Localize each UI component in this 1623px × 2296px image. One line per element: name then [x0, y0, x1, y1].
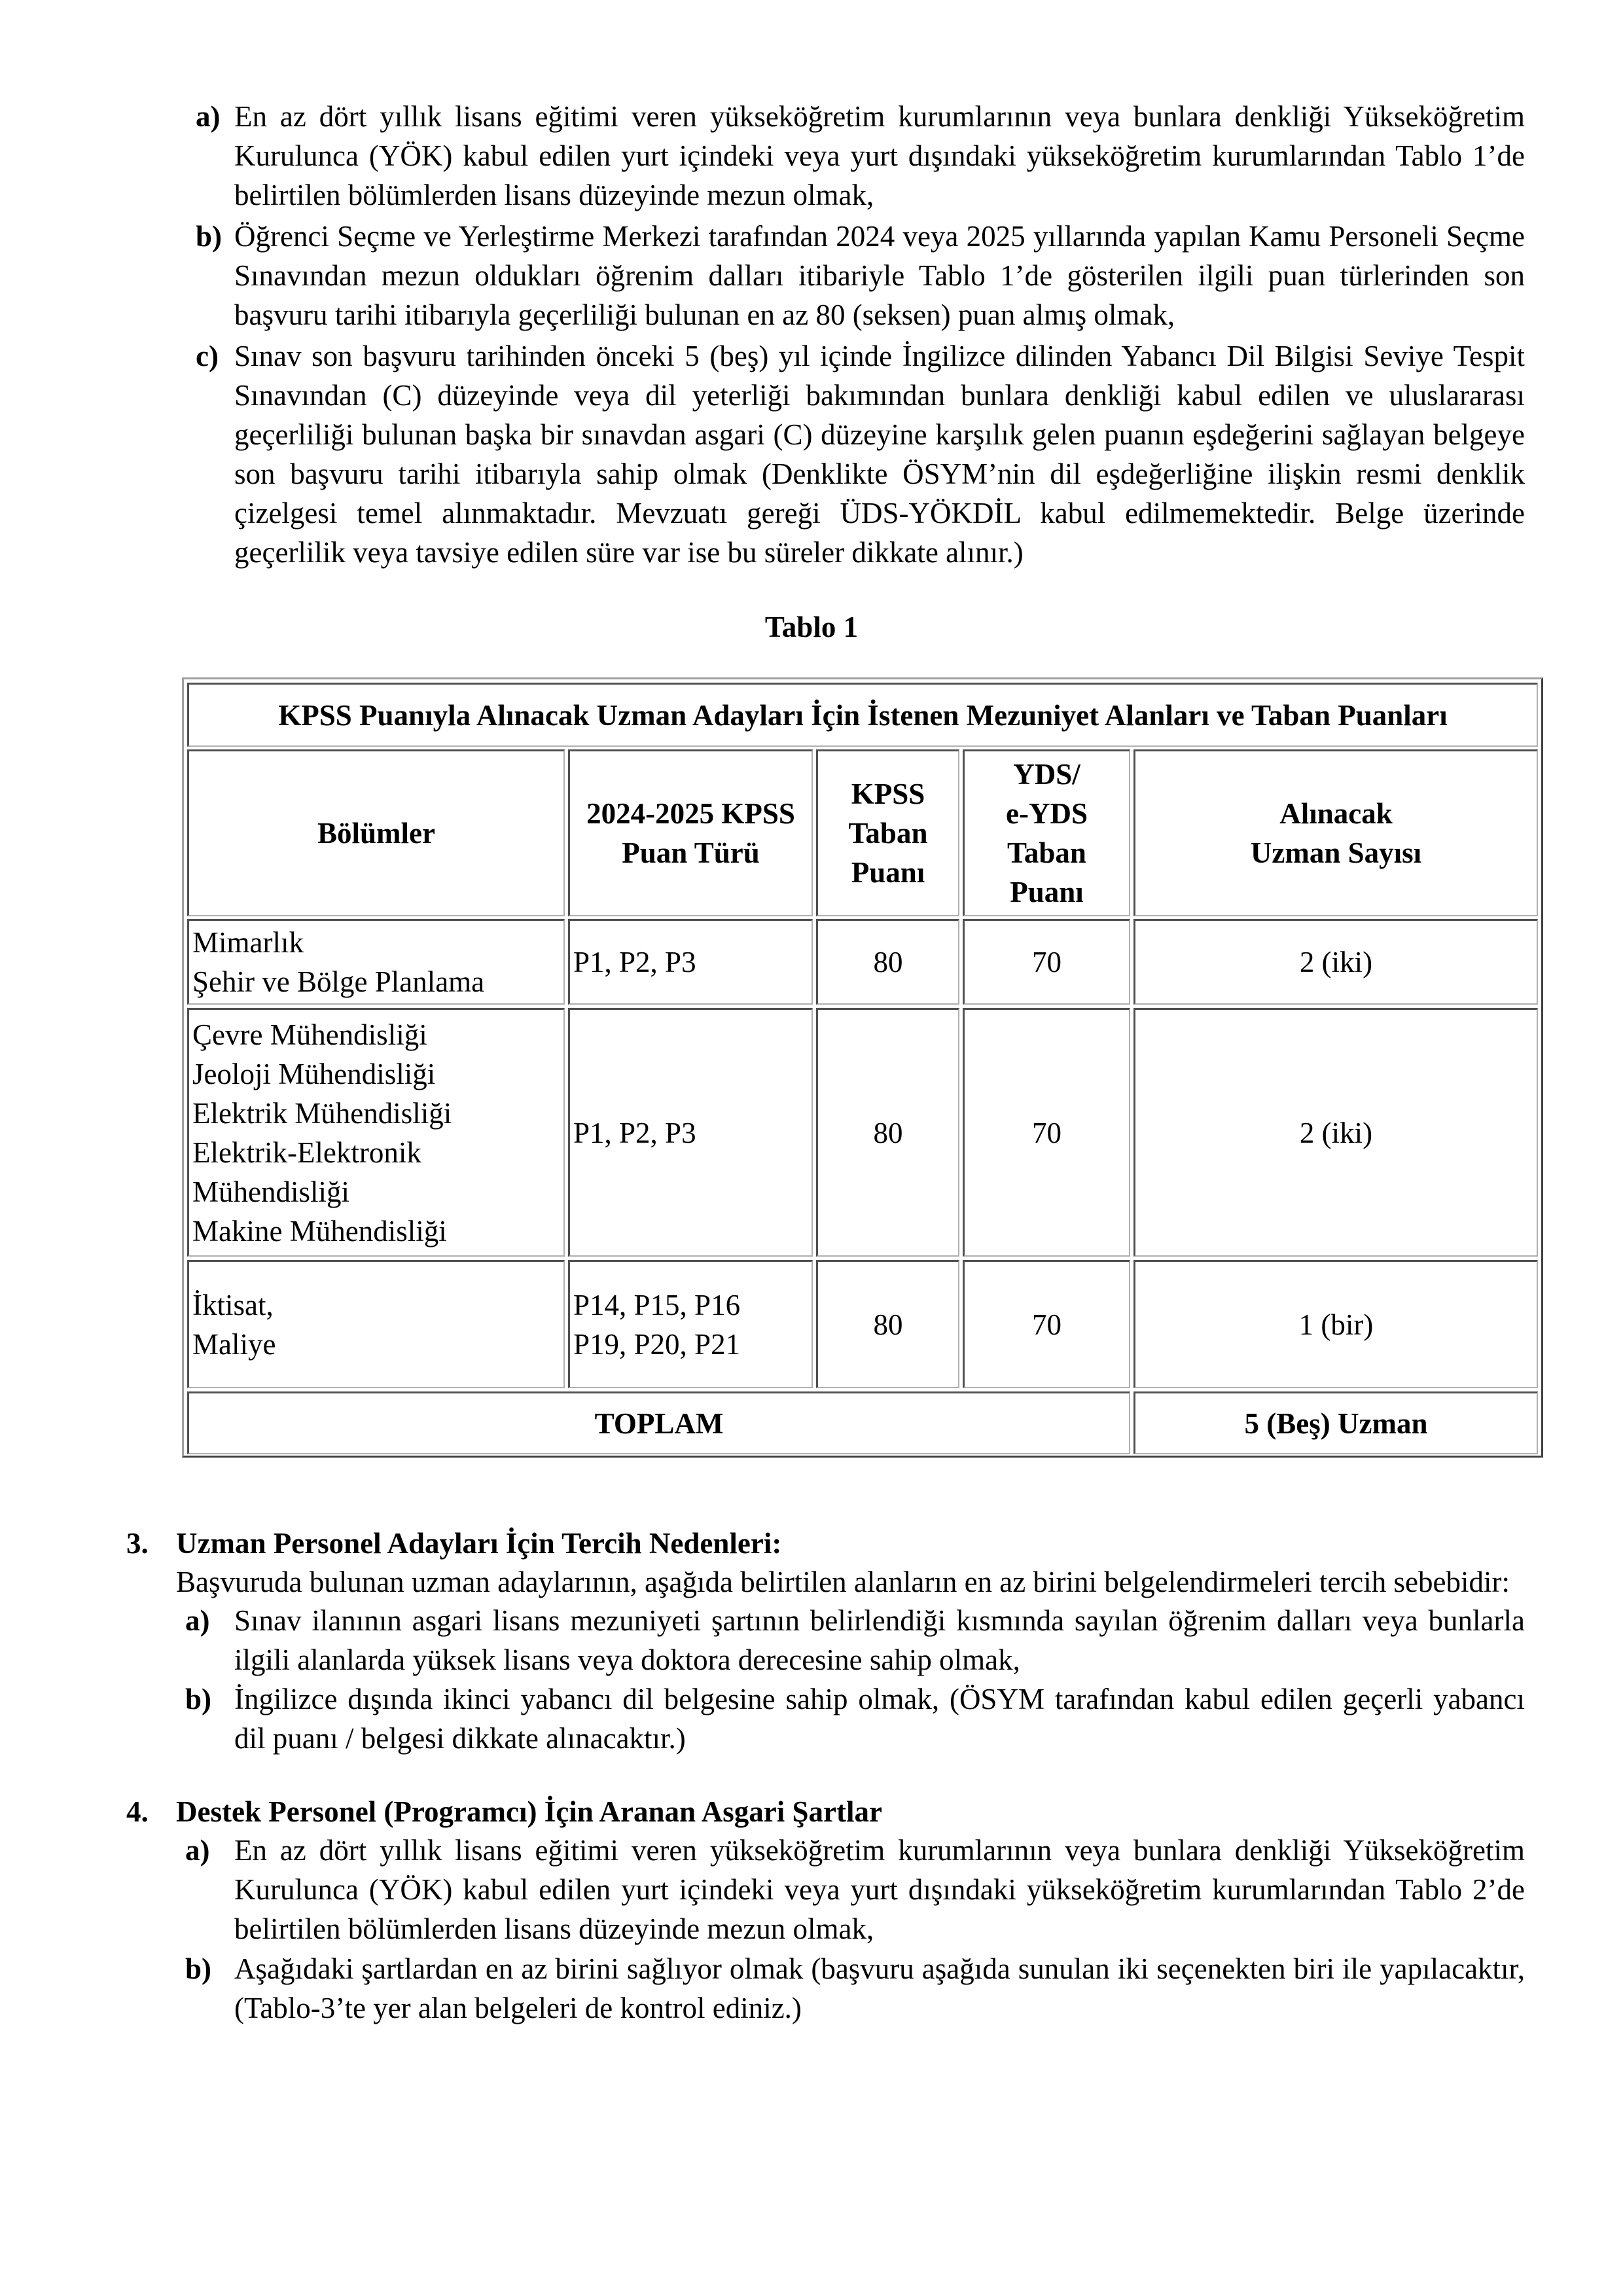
text-line: belirtilen bölümlerden lisans düzeyinde mezun olmak,	[234, 179, 874, 211]
header-label: Puanı	[851, 856, 925, 889]
cell-text: 1 (bir)	[1298, 1308, 1374, 1341]
section-4	[0, 1792, 1623, 2054]
cell-text: P19, P20, P21	[573, 1327, 741, 1361]
text-line: Sınavından mezun oldukları öğrenim dalları itibariyle Tablo 1’de gösterilen ilgili puan türlerinden son	[234, 259, 1525, 292]
cell-text: Mühendisliği	[192, 1175, 350, 1208]
section-number: 3.	[126, 1527, 149, 1560]
text-line: son başvuru tarihi itibarıyla sahip olmak (Denklikte ÖSYM’nin dil eşdeğerliğine ilişkin resmi denklik	[234, 457, 1525, 490]
cell-text: Maliye	[192, 1327, 276, 1361]
table-row-1-yds	[963, 919, 1130, 1005]
item-marker: b)	[185, 1683, 212, 1715]
item-marker: c)	[196, 340, 219, 372]
requirements-list	[0, 97, 1623, 572]
table-row-3-puan-turu	[568, 1260, 813, 1388]
total-value: 5 (Beş) Uzman	[1244, 1407, 1428, 1440]
header-label: Bölümler	[317, 817, 435, 850]
item-marker: b)	[185, 1952, 212, 1985]
cell-text: Elektrik Mühendisliği	[192, 1096, 452, 1130]
cell-text: 70	[1032, 946, 1061, 978]
table-row-1-kpss	[816, 919, 959, 1005]
text-line: En az dört yıllık lisans eğitimi veren yükseköğretim kurumlarının veya bunlara denkliği Yükseköğretim	[234, 1834, 1525, 1867]
table-title: KPSS Puanıyla Alınacak Uzman Adayları İçin İstenen Mezuniyet Alanları ve Taban Puanları	[278, 698, 1448, 732]
table-row-3-yds	[963, 1260, 1130, 1388]
section-title: Destek Personel (Programcı) İçin Aranan Asgari Şartlar	[176, 1795, 882, 1828]
text-line: ilgili alanlarda yüksek lisans veya doktora derecesine sahip olmak,	[234, 1643, 1020, 1676]
cell-text: P14, P15, P16	[573, 1288, 741, 1321]
cell-text: İktisat,	[192, 1288, 274, 1321]
table-total-value	[1133, 1391, 1538, 1454]
cell-text: 70	[1032, 1308, 1061, 1341]
cell-text: 80	[873, 1116, 903, 1149]
table-row-2-puan-turu	[568, 1008, 813, 1257]
list-item-b	[0, 217, 1623, 336]
list-item-a	[0, 97, 1623, 215]
header-label: Uzman Sayısı	[1250, 836, 1422, 869]
section-number: 4.	[126, 1795, 149, 1828]
table-row-2-bolumler	[187, 1008, 565, 1257]
cell-text: 80	[873, 1308, 903, 1341]
text-line: Sınav son başvuru tarihinden önceki 5 (beş) yıl içinde İngilizce dilinden Yabancı Dil Bilgisi Seviye Tespit	[234, 340, 1525, 372]
table-1	[182, 677, 1543, 1458]
table-row-2-uzman	[1133, 1008, 1538, 1257]
cell-text: Jeoloji Mühendisliği	[192, 1057, 436, 1090]
item-marker: a)	[185, 1834, 210, 1867]
header-label: e-YDS	[1006, 797, 1088, 830]
text-line: İngilizce dışında ikinci yabancı dil belgesine sahip olmak, (ÖSYM tarafından kabul edilen geçerli yabancı	[234, 1683, 1525, 1715]
header-label: Alınacak	[1279, 797, 1393, 830]
table-row-3-kpss	[816, 1260, 959, 1388]
text-line: (Tablo-3’te yer alan belgeleri de kontrol ediniz.)	[234, 1992, 802, 2024]
text-line: Aşağıdaki şartlardan en az birini sağlıyor olmak (başvuru aşağıda sunulan iki seçenekten biri ile yapılacaktır,	[234, 1952, 1525, 1985]
cell-text: P1, P2, P3	[573, 946, 696, 978]
cell-text: Mimarlık	[192, 926, 304, 959]
total-label: TOPLAM	[594, 1407, 724, 1440]
text-line: Öğrenci Seçme ve Yerleştirme Merkezi tarafından 2024 veya 2025 yıllarında yapılan Kamu Personeli Seçme	[234, 220, 1525, 253]
table-row-3-uzman	[1133, 1260, 1538, 1388]
text-line: geçerlilik veya tavsiye edilen süre var ise bu süreler dikkate alınır.)	[234, 536, 1024, 569]
table-row-2-yds	[963, 1008, 1130, 1257]
table-title-cell	[187, 683, 1538, 747]
text-line: Kurulunca (YÖK) kabul edilen yurt içindeki veya yurt dışındaki yükseköğretim kurumlarından Tablo 2’de	[234, 1873, 1525, 1906]
header-label: Puan Türü	[622, 836, 760, 869]
header-label: YDS/	[1013, 758, 1080, 791]
cell-text: Çevre Mühendisliği	[192, 1018, 427, 1051]
table-row-3-bolumler	[187, 1260, 565, 1388]
cell-text: 70	[1032, 1116, 1061, 1149]
header-label: Taban	[848, 817, 928, 850]
header-label: KPSS	[851, 778, 925, 810]
text-line: En az dört yıllık lisans eğitimi veren yükseköğretim kurumlarının veya bunlara denkliği Yükseköğretim	[234, 100, 1525, 133]
table-row-1-bolumler	[187, 919, 565, 1005]
list-item-c	[0, 336, 1623, 572]
table-caption: Tablo 1	[764, 611, 859, 643]
section-intro: Başvuruda bulunan uzman adaylarının, aşağıda belirtilen alanların en az birini belgelendirmeleri tercih sebebidir:	[176, 1566, 1510, 1598]
header-kpss-taban	[816, 749, 959, 916]
cell-text: 2 (iki)	[1299, 946, 1373, 978]
table-row-1-uzman	[1133, 919, 1538, 1005]
header-uzman-sayisi	[1133, 749, 1538, 916]
cell-text: 80	[873, 946, 903, 978]
text-line: geçerliliği bulunan başka bir sınavdan asgari (C) düzeyine karşılık gelen puanın eşdeğerini sağlayan belgeye	[234, 418, 1525, 451]
text-line: başvuru tarihi itibarıyla geçerliliği bulunan en az 80 (seksen) puan almış olmak,	[234, 298, 1175, 331]
section-title: Uzman Personel Adayları İçin Tercih Nedenleri:	[176, 1527, 782, 1560]
text-line: dil puanı / belgesi dikkate alınacaktır.)	[234, 1722, 686, 1755]
table-total-label	[187, 1391, 1130, 1454]
header-puan-turu	[568, 749, 813, 916]
text-line: Sınavından (C) düzeyinde veya dil yeterliği bakımından bunlara denkliği kabul edilen ve uluslararası	[234, 379, 1525, 412]
cell-text: Elektrik-Elektronik	[192, 1136, 421, 1169]
header-label: 2024-2025 KPSS	[586, 797, 795, 830]
text-line: Kurulunca (YÖK) kabul edilen yurt içindeki veya yurt dışındaki yükseköğretim kurumlarından Tablo 1’de	[234, 139, 1525, 172]
text-line: çizelgesi temel alınmaktadır. Mevzuatı gereği ÜDS-YÖKDİL kabul edilmemektedir. Belge üzerinde	[234, 497, 1525, 529]
table-row-2-kpss	[816, 1008, 959, 1257]
header-bolumler	[187, 749, 565, 916]
header-label: Puanı	[1010, 876, 1084, 908]
text-line: Sınav ilanının asgari lisans mezuniyeti şartının belirlendiği kısmında sayılan öğrenim dalları veya bunlarla	[234, 1604, 1525, 1637]
section-3	[0, 1524, 1623, 1785]
cell-text: 2 (iki)	[1299, 1116, 1373, 1149]
header-label: Taban	[1007, 836, 1086, 869]
item-marker: a)	[196, 100, 221, 133]
cell-text: Makine Mühendisliği	[192, 1214, 447, 1247]
cell-text: Şehir ve Bölge Planlama	[192, 965, 485, 998]
text-line: belirtilen bölümlerden lisans düzeyinde mezun olmak,	[234, 1912, 874, 1945]
header-yds-taban	[963, 749, 1130, 916]
cell-text: P1, P2, P3	[573, 1116, 696, 1149]
item-marker: b)	[196, 220, 223, 253]
item-marker: a)	[185, 1604, 210, 1637]
table-row-1-puan-turu	[568, 919, 813, 1005]
